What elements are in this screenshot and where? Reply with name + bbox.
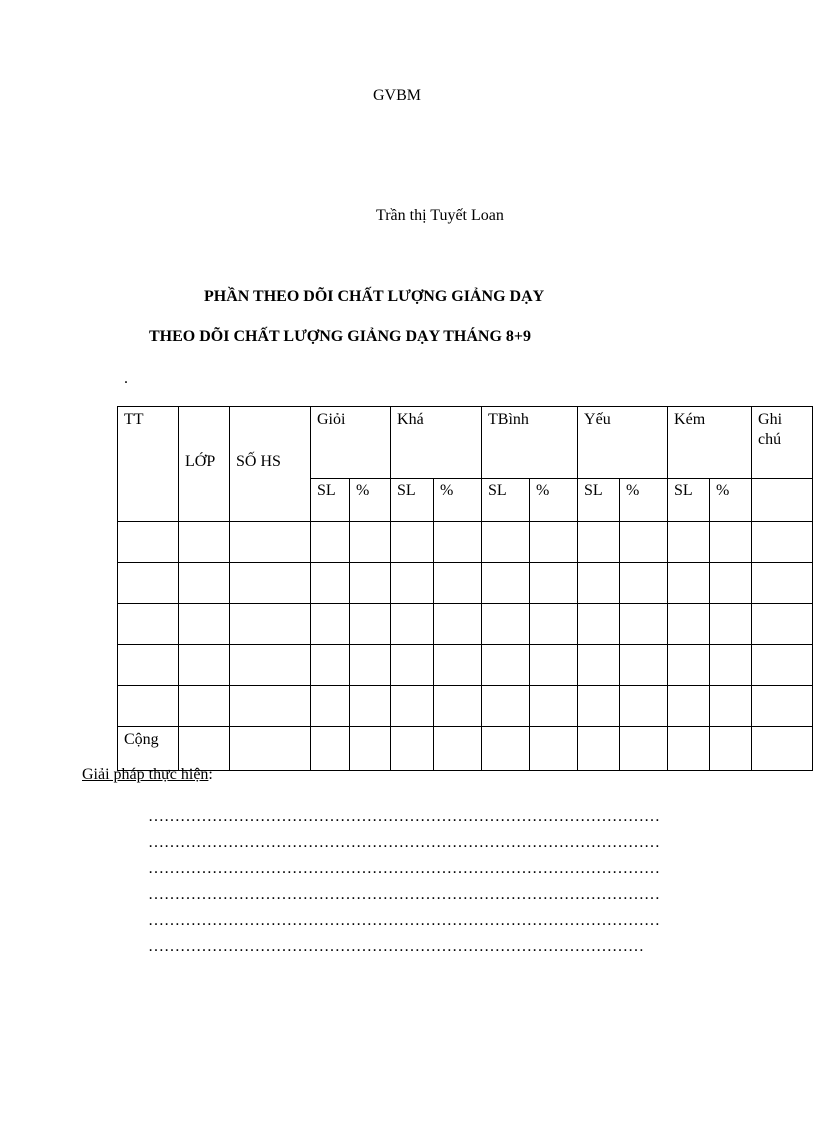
sub-header-pct: % — [434, 479, 482, 522]
header-so-hs: SỐ HS — [230, 407, 311, 522]
header-tt: TT — [118, 407, 179, 522]
header-ghi-chu-line2: chú — [758, 431, 782, 448]
sub-header-sl: SL — [578, 479, 620, 522]
sub-header-pct: % — [350, 479, 391, 522]
sub-header-sl: SL — [482, 479, 530, 522]
sub-header-pct: % — [620, 479, 668, 522]
header-yeu: Yếu — [578, 407, 668, 479]
header-kem: Kém — [668, 407, 752, 479]
sub-header-note-empty — [752, 479, 813, 522]
dotted-line: …………………………………………………………………………………… — [148, 860, 660, 877]
table-row-total — [118, 727, 813, 771]
quality-tracking-table — [117, 406, 813, 771]
list-marker: . — [124, 370, 128, 387]
solution-heading — [82, 766, 213, 784]
table-row — [118, 686, 813, 727]
table-row — [118, 563, 813, 604]
sub-header-sl: SL — [668, 479, 710, 522]
sub-header-sl: SL — [391, 479, 434, 522]
dotted-line: …………………………………………………………………………………… — [148, 808, 660, 825]
dotted-line: …………………………………………………………………………………… — [148, 886, 660, 903]
table-row — [118, 645, 813, 686]
dotted-line: ………………………………………………………………………………… — [148, 938, 644, 955]
sub-header-sl: SL — [311, 479, 350, 522]
table-row — [118, 522, 813, 563]
solution-label: Giải pháp thực hiện — [82, 766, 209, 783]
header-tbinh: TBình — [482, 407, 578, 479]
dotted-line: …………………………………………………………………………………… — [148, 834, 660, 851]
page-subtitle: THEO DÕI CHẤT LƯỢNG GIẢNG DẠY THÁNG 8+9 — [149, 328, 532, 345]
page-title: PHẦN THEO DÕI CHẤT LƯỢNG GIẢNG DẠY — [204, 288, 545, 305]
header-ghi-chu-line1: Ghi — [758, 411, 783, 428]
role-label: GVBM — [373, 87, 422, 104]
header-kha: Khá — [391, 407, 482, 479]
solution-colon: : — [208, 766, 213, 783]
header-lop: LỚP — [179, 407, 230, 522]
dotted-line: …………………………………………………………………………………… — [148, 912, 660, 929]
total-label: Cộng — [118, 727, 179, 771]
table-row — [118, 604, 813, 645]
sub-header-pct: % — [530, 479, 578, 522]
header-ghi-chu — [752, 407, 813, 479]
header-gioi: Giỏi — [311, 407, 391, 479]
sub-header-pct: % — [710, 479, 752, 522]
teacher-name: Trần thị Tuyết Loan — [376, 207, 504, 224]
